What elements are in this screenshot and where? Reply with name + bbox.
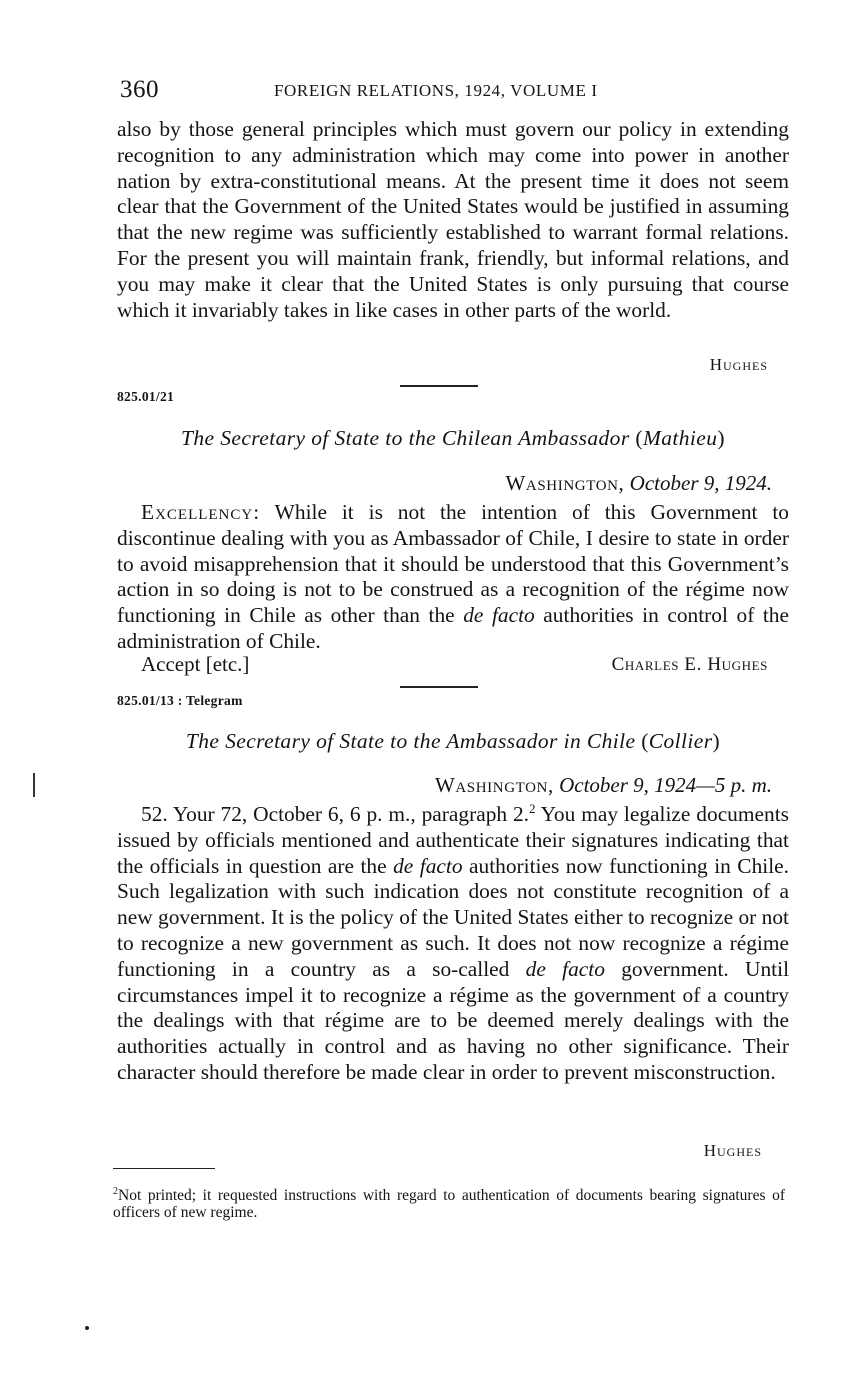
running-head-title: FOREIGN RELATIONS, 1924, VOLUME I xyxy=(274,81,598,100)
running-head xyxy=(120,76,770,106)
section-divider-2 xyxy=(400,686,478,688)
document-2-body xyxy=(117,802,789,1086)
closing-phrase: Accept [etc.] xyxy=(141,652,250,676)
footnote-reference: 2 xyxy=(529,800,536,816)
file-number-1: 825.01/21 xyxy=(117,389,175,404)
document-2-signature: Hughes xyxy=(703,1141,762,1160)
footnote xyxy=(113,1183,785,1221)
dateline-2 xyxy=(435,773,772,798)
dateline-2-date: October 9, 1924—5 p. m. xyxy=(559,773,772,797)
margin-dot xyxy=(85,1326,89,1330)
continuation-paragraph xyxy=(117,117,789,323)
document-heading-2: The Secretary of State to the Ambassador in Chile (Collier) xyxy=(185,729,721,753)
dateline-1 xyxy=(506,471,772,496)
continuation-signature: Hughes xyxy=(709,355,768,374)
heading-1-text: The Secretary of State to the Chilean Ambassador xyxy=(181,426,630,450)
file-number-2: 825.01/13 : Telegram xyxy=(117,693,243,708)
continuation-text: also by those general principles which must govern our policy in extending recognition to any administration which may come into power in another nation by extra-constitutional means. At the present time it does not seem clear that the Government of the United States would be justified in assuming that the new regime was sufficiently established to warrant formal relations. For the present you will maintain frank, friendly, but informal relations, and you may make it clear that the United States is only pursuing that course which it invariably takes in like cases in other parts of the world. xyxy=(117,117,789,322)
footnote-divider xyxy=(113,1168,215,1169)
document-heading-1: The Secretary of State to the Chilean Ambassador (Mathieu) xyxy=(181,426,725,450)
document-1-body xyxy=(117,500,789,655)
footnote-text: Not printed; it requested instructions with regard to authentication of documents bearing signatures of officers of new regime. xyxy=(113,1187,785,1222)
dateline-1-date: October 9, 1924. xyxy=(629,471,772,495)
margin-mark xyxy=(33,773,35,797)
heading-1-name: Mathieu xyxy=(642,426,718,450)
heading-2-text: The Secretary of State to the Ambassador in Chile xyxy=(185,729,636,753)
dateline-2-place: Washington, xyxy=(434,773,554,797)
document-2-paragraph: 52. Your 72, October 6, 6 p. m., paragraph 2.$^2$ You may legalize documents issued by officials mentioned and authenticate their signatures indicating that the officials in question are the de facto authorities now functioning in Chile. Such legalization with such indication does not constitute recognition of a new government. It is the policy of the United States either to recognize or not to recognize a new government as such. It does not now recognize a régime functioning in a country as a so-called de facto government. Until circumstances impel it to recognize a régime as the government of a country the dealings with that régime are to be deemed merely dealings with the authorities actually in control and as having no other significance. Their character should therefore be made clear in order to prevent misconstruction. xyxy=(117,800,790,1084)
document-1-signature: Charles E. Hughes xyxy=(611,654,768,675)
heading-2-name: Collier xyxy=(648,729,713,753)
section-divider xyxy=(400,385,478,387)
footnote-marker: 2 xyxy=(113,1186,118,1197)
dateline-1-place: Washington, xyxy=(505,471,625,495)
document-1-paragraph: Excellency: While it is not the intention of this Government to discontinue dealing with you as Ambassador of Chile, I desire to state in order to avoid misapprehension that it should be understood that this Government’s action in so doing is not to be construed as a recognition of the régime now functioning in Chile as other than the de facto authorities in control of the administration of Chile. xyxy=(117,500,790,653)
salutation: Excellency: xyxy=(141,500,261,524)
page-number: 360 xyxy=(120,76,159,103)
